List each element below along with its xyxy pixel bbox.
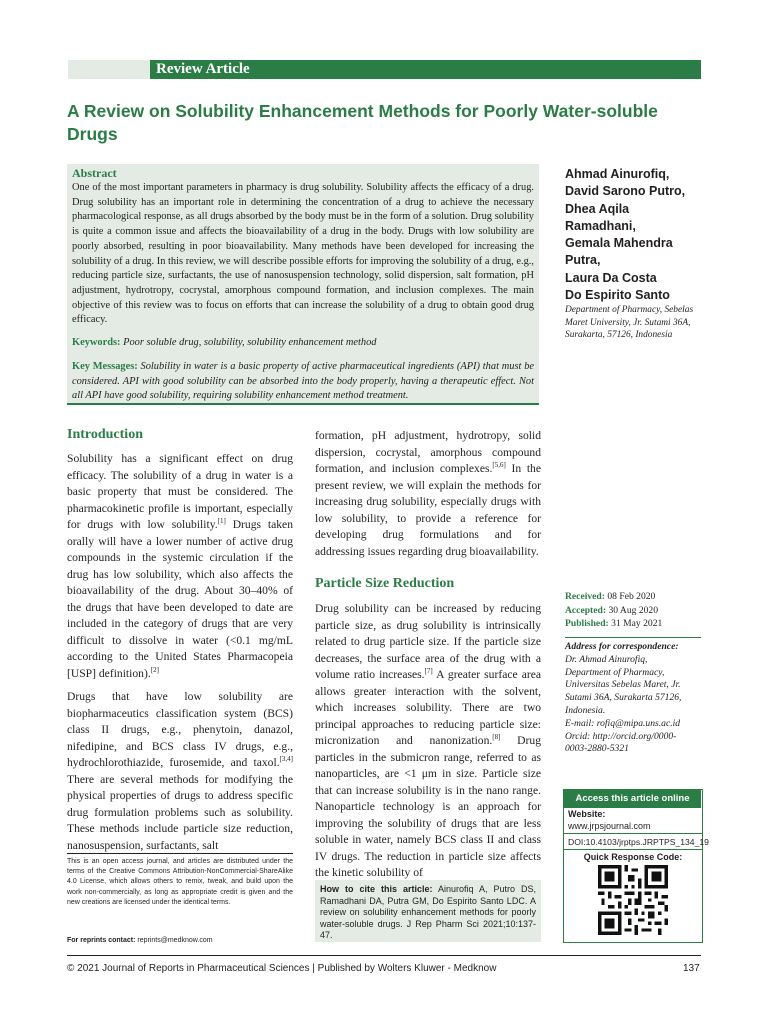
author-line: Ahmad Ainurofiq,: [565, 167, 670, 181]
key-messages: [72, 360, 534, 404]
access-divider: [564, 833, 702, 834]
correspondence-line: Dr. Ahmad Ainurofiq,: [565, 653, 648, 665]
key-messages-label: Key Messages:: [72, 361, 138, 372]
citation-ref[interactable]: [1]: [217, 517, 226, 526]
author-line: Laura Da Costa: [565, 270, 657, 285]
introduction-heading: Introduction: [67, 427, 143, 442]
accepted-date: [565, 604, 715, 618]
footer-rule: [67, 955, 701, 956]
keywords-value: Poor soluble drug, solubility, solubility enhancement method: [123, 337, 377, 348]
author-line: Gemala Mahendra: [565, 236, 673, 251]
text-run: Drug solubility can be increased by reducing particle size, as drug solubility is intrinsically related to drug particle size. If the particle size decreases, the surface area of the drug with a volume ratio increases.: [315, 602, 541, 681]
key-messages-text: Solubility in water is a basic property of active pharmaceutical ingredients (API) that must be considered. API with good solubility can be absorbed into the body properly, having a therapeutic effect. Not all API have good solubility, requiring solubility enhancement method treatment.: [72, 361, 535, 401]
correspondence-line: Indonesia.: [565, 704, 606, 716]
author-affiliation: Department of Pharmacy, Sebelas Maret University, Jr. Sutami 36A, Surakarta, 57126, Indonesia: [565, 305, 694, 341]
author-line: David Sarono Putro,: [565, 184, 686, 199]
author-list: [565, 166, 715, 304]
citation-ref[interactable]: [2]: [150, 665, 159, 674]
reprints-contact: [67, 937, 213, 944]
text-run: In the present review, we will explain the methods for increasing drug solubility, especially drugs with low solubility, to provide a reference for developing drug formulations and for addressing issues regarding drug bioavailability.: [315, 462, 541, 558]
correspondence-title: Address for correspondence:: [565, 641, 679, 652]
qr-code-label: Quick Response Code:: [583, 852, 683, 862]
received-value: 08 Feb 2020: [607, 591, 656, 602]
paragraph: [67, 689, 293, 854]
article-title: A Review on Solubility Enhancement Methods for Poorly Water-soluble Drugs: [67, 101, 658, 144]
keywords-label: Keywords:: [72, 337, 121, 348]
article-dates: [565, 590, 715, 631]
accepted-value: 30 Aug 2020: [608, 604, 659, 616]
accepted-label: Accepted:: [565, 604, 607, 616]
published-label: Published:: [565, 618, 609, 629]
citation-body: Ainurofiq A, Putro DS, Ramadhani DA, Putra GM, Do Espirito Santo LDC. A review on solubility enhancement methods for poorly water-soluble drugs. J Rep Pharm Sci 2021;10:137-47.: [320, 884, 536, 940]
website-link[interactable]: www.jrpsjournal.com: [568, 821, 651, 831]
citation-ref[interactable]: [8]: [492, 733, 501, 742]
received-label: Received:: [565, 591, 605, 602]
license-note: This is an open access journal, and articles are distributed under the terms of the Creative Commons Attribution-NonCommercial-ShareAlike 4.0 License, which allows others to remix, tweak, and build upon the work non-commercially, as long as appropriate credit is given and the new creations are licensed under the identical terms.: [67, 858, 293, 906]
text-run: A greater surface area allows greater interaction with the solvent, which increases solubility. There are two principal approaches to reducing particle size: micronization and nanonization.: [315, 668, 542, 747]
correspondence-orcid-cont[interactable]: 0003-2880-5321: [565, 743, 629, 755]
citation-ref[interactable]: [7]: [424, 667, 433, 676]
article-type-label: Review Article: [156, 61, 250, 77]
citation-ref[interactable]: [5,6]: [492, 461, 506, 470]
correspondence-orcid[interactable]: Orcid: http://orcid.org/0000-: [565, 730, 677, 742]
citation-label: How to cite this article:: [320, 884, 433, 894]
published-date: [565, 617, 715, 631]
abstract-heading: Abstract: [72, 166, 117, 180]
correspondence-block: [565, 641, 715, 756]
reprints-label: For reprints contact:: [67, 937, 136, 944]
citation-ref[interactable]: [3,4]: [279, 755, 293, 764]
footer-copyright: © 2021 Journal of Reports in Pharmaceutical Sciences | Published by Wolters Kluwer - Medknow: [67, 963, 497, 974]
qr-code-icon[interactable]: [598, 865, 668, 935]
correspondence-email[interactable]: E-mail: rofiq@mipa.uns.ac.id: [565, 717, 681, 729]
correspondence-line: Universitas Sebelas Maret, Jr.: [565, 679, 681, 691]
text-run: There are several methods for modifying the physical properties of drugs to address specific drug formulation problems such as solubility. These methods include particle size reduction, nanosuspension, surfactants, salt: [67, 772, 293, 852]
text-run: Drugs that have low solubility are biopharmaceutics classification system (BCS) class II drugs, e.g., phenytoin, danazol, nifedipine, and BCS class IV drugs, e.g., hydrochlorothiazide, furosemide, and taxol.: [67, 690, 293, 769]
page-number: 137: [683, 963, 700, 974]
author-line: Dhea Aqila: [565, 201, 630, 216]
dates-divider: [565, 637, 701, 638]
introduction-column-2: [315, 428, 541, 560]
keywords: [72, 336, 534, 350]
particle-size-text: [315, 601, 541, 882]
paragraph: [67, 451, 293, 682]
access-online-heading: Access this article online: [564, 790, 701, 808]
footnote-rule: [67, 853, 293, 854]
correspondence-line: Sutami 36A, Surakarta 57126,: [565, 692, 682, 704]
particle-size-heading: Particle Size Reduction: [315, 576, 455, 591]
author-line: Putra,: [565, 253, 601, 268]
author-line: Do Espirito Santo: [565, 288, 670, 303]
text-run: formation, pH adjustment, hydrotropy, solid dispersion, cocrystal, amorphous compound formation, and inclusion complexes.: [315, 429, 541, 475]
website-label: Website:: [568, 809, 606, 819]
text-run: Drug particles in the submicron range, referred to as nanoparticles, are <1 μm in size. Particle size that can increase solubility is in the nano range. Nanoparticle technology is an approach for improving the solubility of drugs that are less soluble in water, namely BCS class II and class IV drugs. The reduction in particle size affects the kinetic solubility of: [315, 734, 541, 879]
abstract-text: One of the most important parameters in pharmacy is drug solubility. Solubility affects the efficacy of a drug. Drug solubility has an important role in determining the concentration of a drug to achieve the necessary pharmacological response, as all drugs absorbed by the body must be in the form of a solution. Drug solubility is quite a common issue and affects the bioavailability of a drug in the body. Drugs with low solubility are poorly absorbed, resulting in poor bioavailability. Many methods have been developed for increasing the solubility of a drug. In this review, we will describe possible efforts for improving the solubility of a drug, e.g., reducing particle size, surfactants, the use of nanosuspension technology, solid dispersion, salt formation, pH adjustment, hydrotropy, cocrystal, amorphous compound formation, and inclusion complexes. The main objective of this review was to focus on efforts that can increase the solubility of a drug to obtain good drug efficacy.: [72, 182, 534, 326]
introduction-column-1: [67, 451, 293, 861]
citation-text: [320, 884, 536, 942]
text-run: Solubility has a significant effect on drug efficacy. The solubility of a drug in water is a basic property that must be considered. The pharmacokinetic profile is important, especially for drugs with low solubility.: [67, 452, 293, 531]
reprints-email[interactable]: reprints@medknow.com: [137, 937, 213, 944]
text-run: Drugs taken orally will have a lower number of active drug compounds in the systemic circulation if the drug has low solubility, which also affects the bioavailability of the drug. About 30–40% of the drugs that have been developed to date are included in the category of drugs that are very difficult to dissolve in water (<0.1 mg/mL according to the United States Pharmacopeia [USP] definition).: [67, 518, 293, 680]
received-date: [565, 590, 715, 604]
published-value: 31 May 2021: [611, 618, 663, 629]
doi-link[interactable]: DOI:10.4103/jrptps.JRPTPS_134_19: [568, 837, 709, 847]
access-divider: [564, 849, 702, 850]
author-line: Ramadhani,: [565, 218, 636, 233]
correspondence-line: Department of Pharmacy,: [565, 666, 665, 678]
